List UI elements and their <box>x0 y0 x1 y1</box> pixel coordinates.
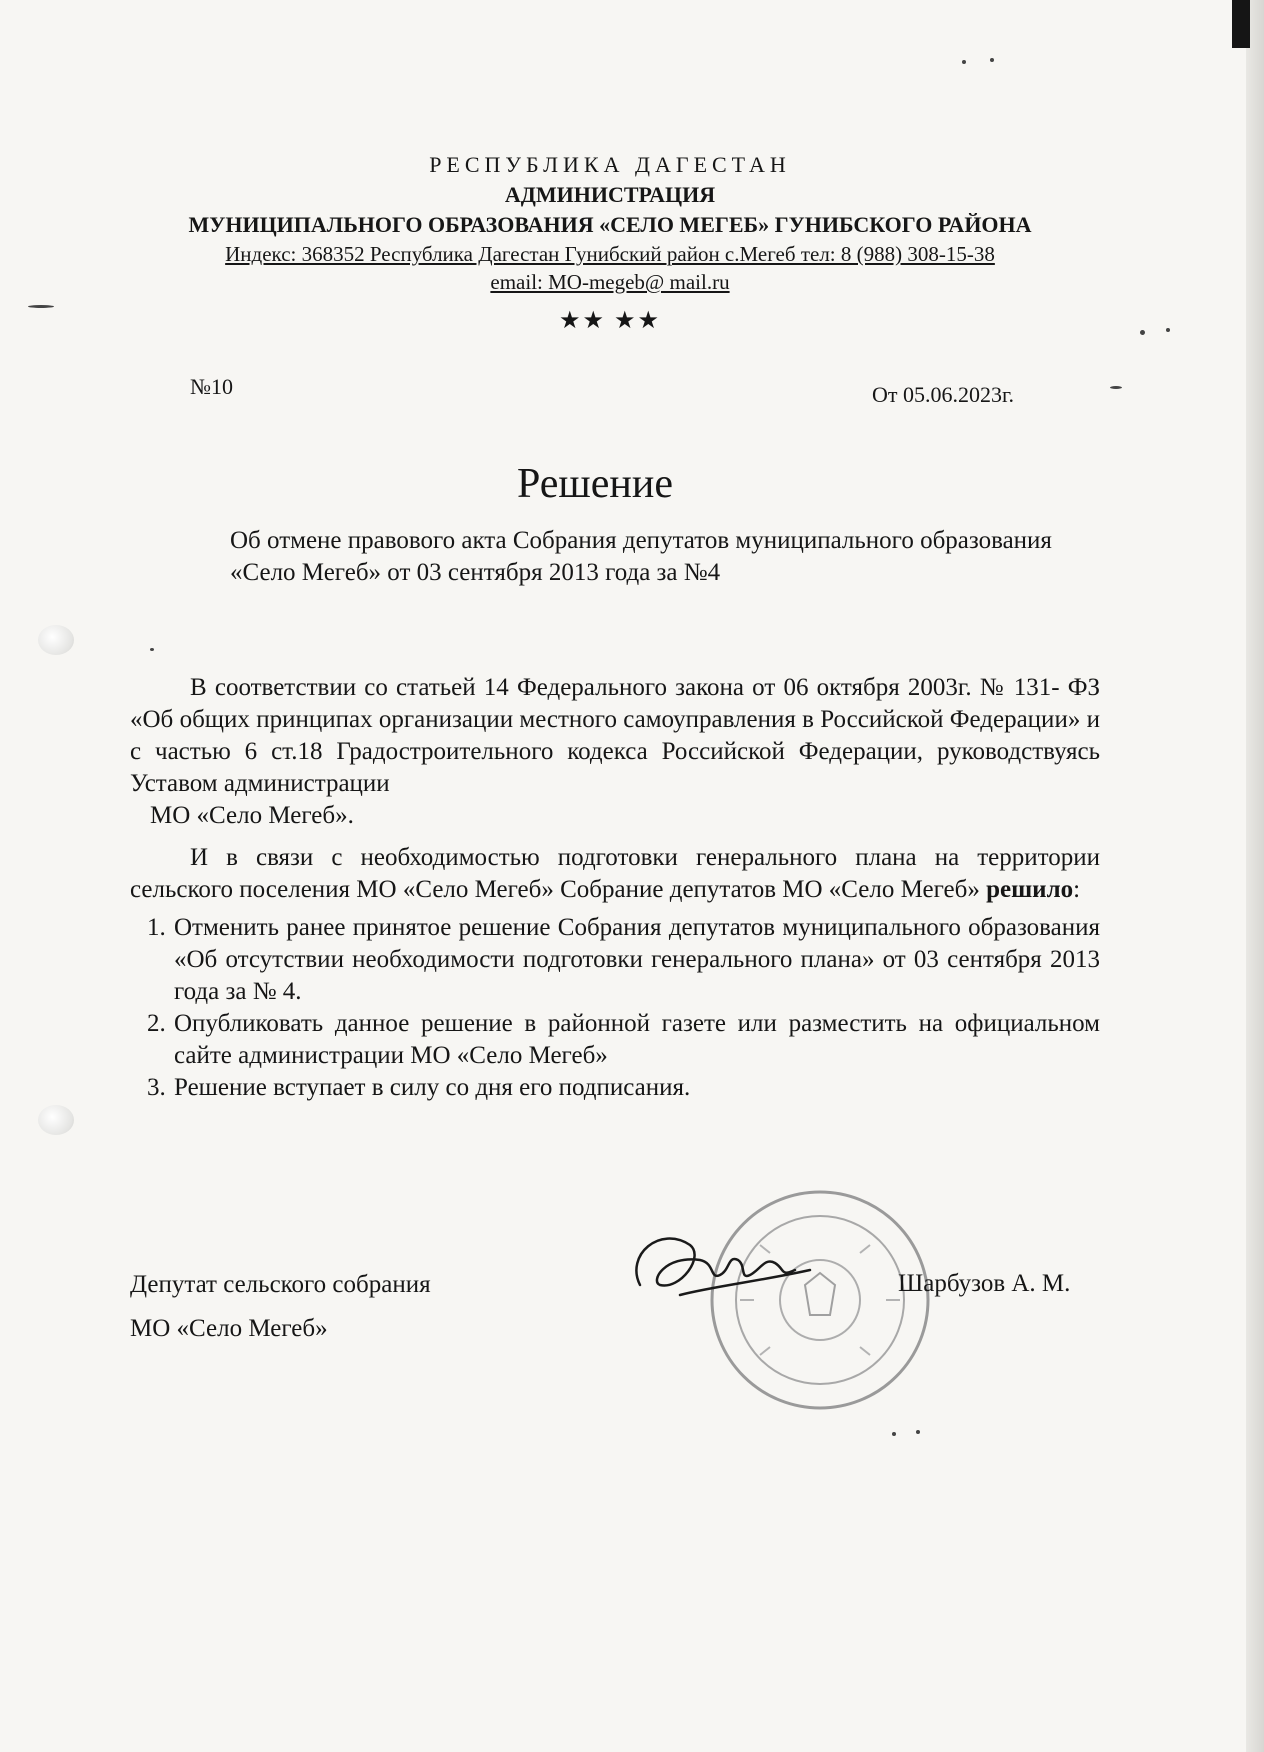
paragraph-reason-text: И в связи с необходимостью подготовки генерального плана на территории сельского поселения МО «Село Мегеб» Собрание депутатов МО «Село Мегеб» <box>130 844 1100 903</box>
scan-speck <box>916 1430 920 1434</box>
signatory-name: Шарбузов А. М. <box>898 1270 1071 1297</box>
signatory-position-line-1: Депутат сельского собрания <box>130 1271 431 1298</box>
administration-label: АДМИНИСТРАЦИЯ <box>504 182 716 207</box>
punch-hole-top <box>38 625 74 655</box>
signatory-position <box>130 1263 431 1351</box>
document-subtitle: Об отмене правового акта Собрания депутатов муниципального образования «Село Мегеб» от 03 сентября 2013 года за №4 <box>230 527 1052 586</box>
document-title: Решение <box>516 461 674 507</box>
scan-edge <box>1246 0 1264 1752</box>
paragraph-legal-basis <box>130 672 1100 800</box>
scan-speck <box>28 305 54 308</box>
scan-speck <box>962 60 966 64</box>
stars-ornament: ★★ ★★ <box>558 308 662 334</box>
scan-speck <box>1140 330 1145 335</box>
municipality-name: МУНИЦИПАЛЬНОГО ОБРАЗОВАНИЯ «СЕЛО МЕГЕБ» ГУНИБСКОГО РАЙОНА <box>188 212 1032 237</box>
address-line: Индекс: 368352 Республика Дагестан Гунибский район с.Мегеб тел: 8 (988) 308-15-38 <box>225 242 995 266</box>
document-date: От 05.06.2023г. <box>871 382 1014 407</box>
decision-item-2: 2. Опубликовать данное решение в районной газете или разместить на официальном сайте администрации МО «Село Мегеб» <box>172 1008 1100 1072</box>
decision-list <box>130 912 1100 1104</box>
handwritten-signature <box>620 1215 820 1325</box>
paragraph-legal-basis-tail: МО «Село Мегеб». <box>150 802 354 829</box>
signatory-position-line-2: МО «Село Мегеб» <box>130 1315 328 1342</box>
scan-speck <box>1110 386 1122 389</box>
punch-hole-bottom <box>38 1105 74 1135</box>
decided-colon: : <box>1073 876 1081 903</box>
letterhead <box>120 150 1100 335</box>
paragraph-reason <box>130 842 1100 906</box>
scan-speck <box>892 1432 896 1436</box>
decided-word: решило <box>986 876 1074 903</box>
document-number: №10 <box>190 374 233 399</box>
decision-item-1: 1. Отменить ранее принятое решение Собрания депутатов муниципального образования «Об отсутствии необходимости подготовки генерального плана» от 03 сентября 2013 года за № 4. <box>172 912 1100 1008</box>
document-body <box>130 672 1100 1104</box>
email-line: email: MO-megeb@ mail.ru <box>490 270 730 294</box>
scan-edge-shadow <box>1232 0 1250 48</box>
scan-speck <box>150 648 154 651</box>
paragraph-legal-basis-text: В соответствии со статьей 14 Федерального закона от 06 октября 2003г. № 131- ФЗ «Об общих принципах организации местного самоуправления в Российской Федерации» и с частью 6 ст.18 Градостроительного кодекса Российской Федерации, руководствуясь Уставом администрации <box>130 674 1100 797</box>
decision-item-3: 3. Решение вступает в силу со дня его подписания. <box>172 1072 1100 1104</box>
scan-speck <box>1166 328 1170 332</box>
republic-name: РЕСПУБЛИКА ДАГЕСТАН <box>429 152 791 177</box>
scan-speck <box>990 58 994 62</box>
